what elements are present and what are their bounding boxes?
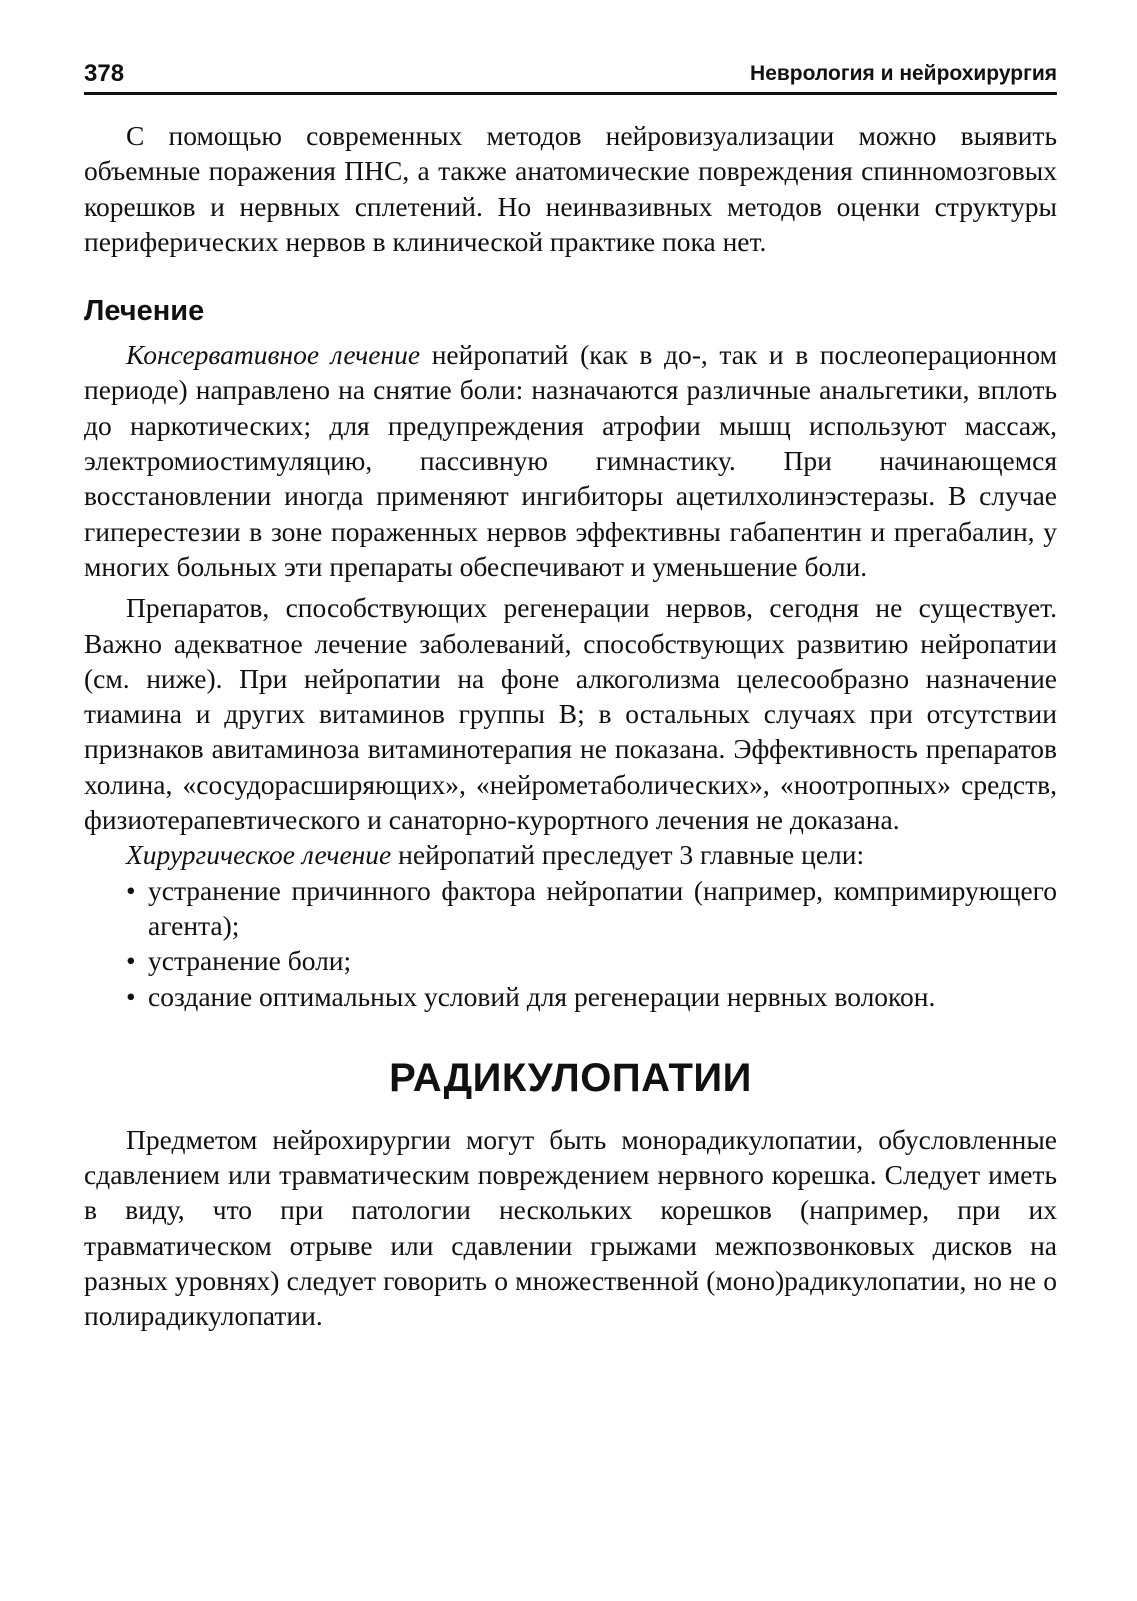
bullet-icon: • [126,945,136,977]
paragraph-neuroimaging: С помощью современных методов нейровизуализации можно выявить объемные поражения ПНС, а также анатомические повреждения спинномозговых корешков и нервных сплетений. Но неинвазивных методов оценки структуры периферических нервов в клинической практике пока нет. [84,120,1057,257]
paragraph-surgical-treatment [84,837,1057,872]
list-item [84,873,1057,944]
term-surgical-treatment: Хирургическое лечение [126,839,392,871]
body-text [84,118,1057,1334]
list-item-text: устранение боли; [148,945,352,977]
list-item [84,979,1057,1014]
chapter-heading-radiculopathy: РАДИКУЛОПАТИИ [389,1055,752,1100]
paragraph-surgical-text: нейропатий преследует 3 главные цели: [391,839,865,871]
paragraph-conservative-text: нейропатий (как в до-, так и в послеоперационном периоде) направлено на снятие боли: назначаются различные анальгетики, вплоть до наркотических; для предупреждения атрофии мышц используют массаж, электромиостимуляцию, пассивную гимнастику. При начинающемся восстановлении иногда применяют ингибиторы ацетилхолинэстеразы. В случае гиперестезии в зоне пораженных нервов эффективны габапентин и прегабалин, у многих больных эти препараты обеспечивают и уменьшение боли. [84,339,1057,582]
bullet-icon: • [126,980,136,1012]
bullet-icon: • [126,874,136,906]
paragraph-radiculopathy: Предметом нейрохирургии могут быть монорадикулопатии, обусловленные сдавлением или травматическим повреждением нервного корешка. Следует иметь в виду, что при патологии нескольких корешков (например, при их травматическом отрыве или сдавлении грыжами межпозвонковых дисков на разных уровнях) следует говорить о множественной (моно)радикулопатии, но не о полирадикулопатии. [84,1123,1057,1332]
list-item-text: создание оптимальных условий для регенерации нервных волокон. [148,980,936,1012]
list-item [84,943,1057,978]
page-number: 378 [84,60,125,87]
paragraph-regeneration: Препаратов, способствующих регенерации нервов, сегодня не существует. Важно адекватное лечение заболеваний, способствующих развитию нейропатии (см. ниже). При нейропатии на фоне алкоголизма целесообразно назначение тиамина и других витаминов группы В; в остальных случаях при отсутствии признаков авитаминоза витаминотерапия не показана. Эффективность препаратов холина, «сосудорасширяющих», «нейрометаболических», «ноотропных» средств, физиотерапевтического и санаторно-курортного лечения не доказана. [84,592,1057,836]
list-item-text: устранение причинного фактора нейропатии (например, компримирующего агента); [148,874,1057,941]
page-header [84,58,1057,95]
goals-list [84,873,1057,1014]
term-conservative-treatment: Консервативное лечение [126,339,421,371]
paragraph-conservative-treatment [84,337,1057,584]
running-title: Неврология и нейрохирургия [750,62,1057,85]
section-heading-treatment: Лечение [84,295,205,328]
